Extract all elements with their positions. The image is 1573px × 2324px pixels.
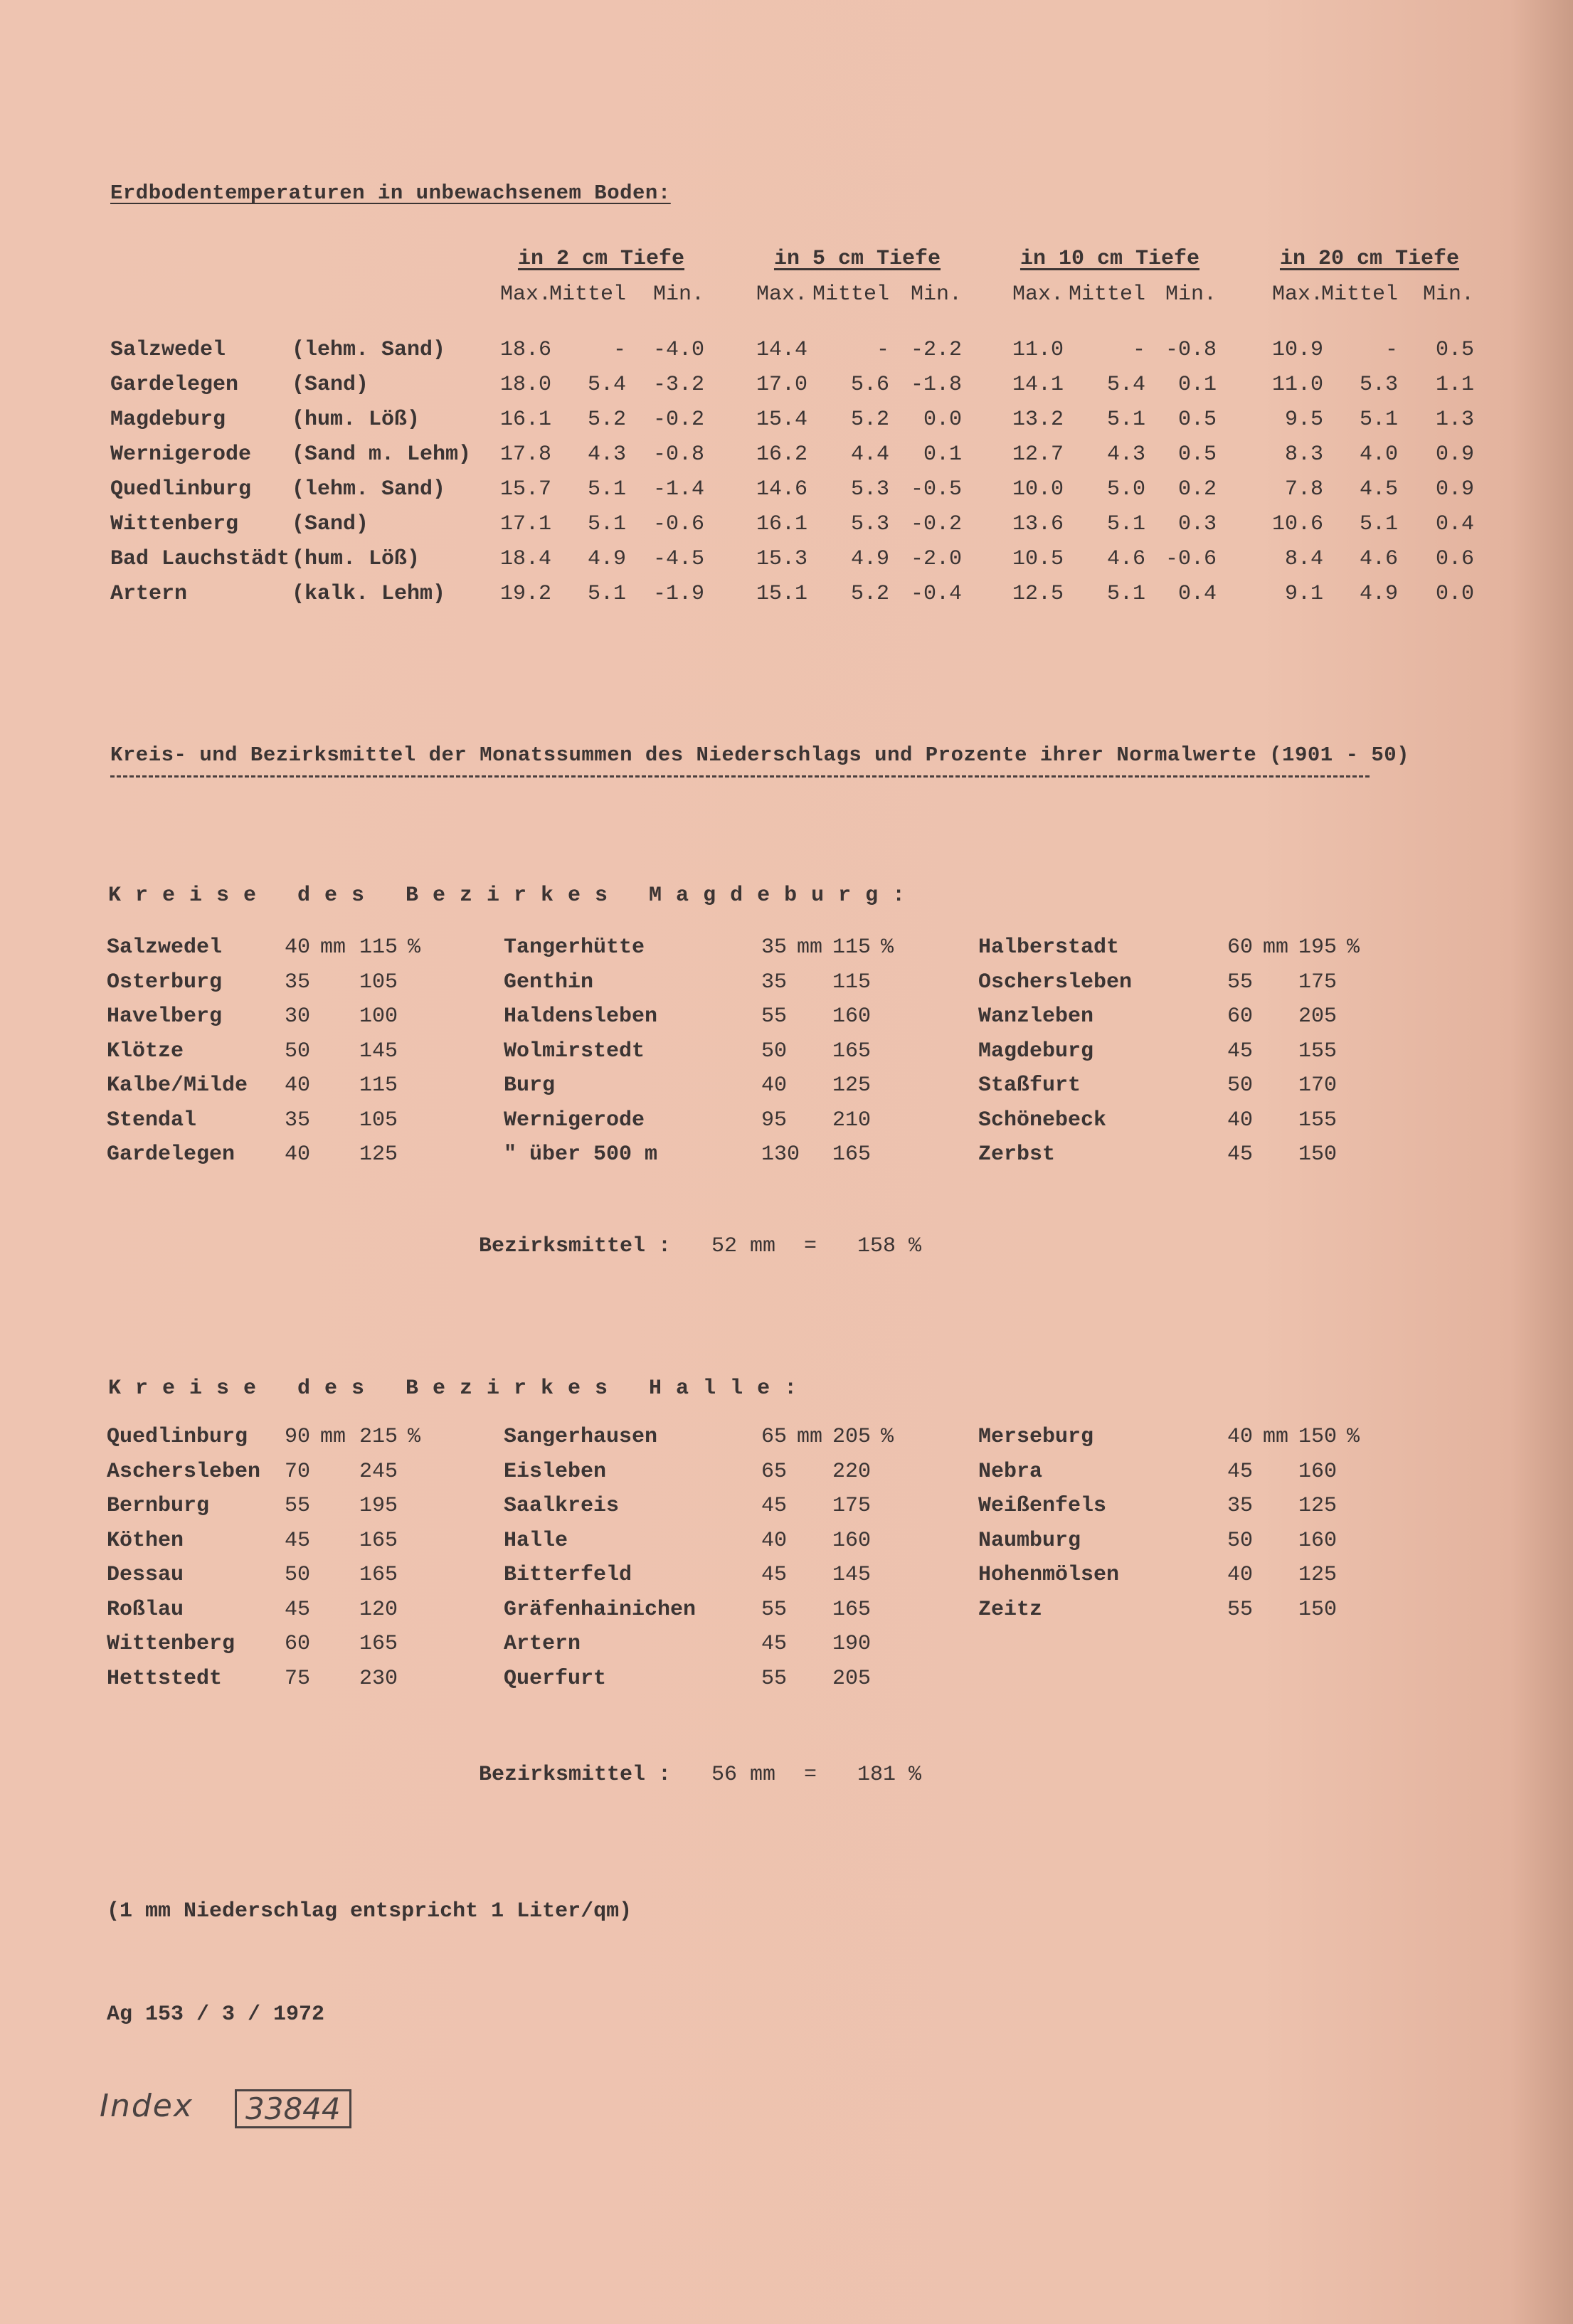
soil-value: 17.8 xyxy=(499,442,551,467)
district-name: Magdeburg xyxy=(978,1039,1094,1063)
soil-value: 14.4 xyxy=(756,338,807,362)
district-pct: 100 xyxy=(359,1004,398,1029)
soil-value: 15.1 xyxy=(756,582,807,606)
soil-value: 15.4 xyxy=(756,408,807,432)
soil-value: 5.2 xyxy=(850,582,889,606)
district-mm: 75 xyxy=(285,1666,311,1691)
district-mm: 55 xyxy=(761,1597,788,1622)
soil-type: (Sand) xyxy=(292,373,369,397)
soil-value: 11.0 xyxy=(1012,338,1064,362)
district-name: Eisleben xyxy=(504,1459,607,1484)
soil-value: 5.2 xyxy=(850,408,889,432)
soil-value: 4.3 xyxy=(1106,442,1145,467)
district-name: Wanzleben xyxy=(978,1004,1094,1029)
district-pct: 120 xyxy=(359,1597,398,1622)
district-pct: 230 xyxy=(359,1666,398,1691)
district-name: Klötze xyxy=(107,1039,184,1063)
district-pct: 155 xyxy=(1298,1039,1338,1063)
district-mm: 50 xyxy=(285,1563,311,1587)
soil-value: 10.9 xyxy=(1271,338,1323,362)
district-mm: 40 xyxy=(285,1073,311,1098)
soil-sub-header: Max. xyxy=(756,282,807,307)
soil-value: -4.0 xyxy=(652,338,704,362)
soil-value: - xyxy=(1132,338,1145,362)
soil-sub-header: Mittel xyxy=(1320,282,1398,307)
district-pct: 205 xyxy=(832,1425,872,1449)
district-pct: 220 xyxy=(832,1459,872,1484)
soil-sub-header: Mittel xyxy=(812,282,889,307)
district-mm: 60 xyxy=(285,1632,311,1656)
district-name: Merseburg xyxy=(978,1425,1094,1449)
district-name: Dessau xyxy=(107,1563,184,1587)
district-pct: 205 xyxy=(832,1666,872,1691)
soil-value: 13.6 xyxy=(1012,512,1064,536)
district-pct: 165 xyxy=(359,1528,398,1553)
district-name: Gräfenhainichen xyxy=(504,1597,697,1622)
soil-depth-header: in 5 cm Tiefe xyxy=(773,247,941,271)
district-mm: 45 xyxy=(1227,1459,1254,1484)
soil-value: 5.4 xyxy=(587,373,626,397)
soil-value: -0.4 xyxy=(910,582,962,606)
soil-value: 16.1 xyxy=(499,408,551,432)
district-mm: 45 xyxy=(1227,1142,1254,1167)
district-mm: 65 xyxy=(761,1425,788,1449)
district-name: Tangerhütte xyxy=(504,935,645,960)
soil-value: -2.2 xyxy=(910,338,962,362)
soil-value: 10.5 xyxy=(1012,547,1064,571)
halle-mean-eq: = xyxy=(804,1763,817,1787)
district-pct: 205 xyxy=(1298,1004,1338,1029)
soil-sub-header: Max. xyxy=(1012,282,1064,307)
soil-value: 18.6 xyxy=(499,338,551,362)
district-pct: 170 xyxy=(1298,1073,1338,1098)
magdeburg-mean-label: Bezirksmittel : xyxy=(479,1234,672,1258)
soil-value: 8.4 xyxy=(1284,547,1323,571)
district-pct: 165 xyxy=(832,1597,872,1622)
soil-value: 9.5 xyxy=(1284,408,1323,432)
district-name: Stendal xyxy=(107,1108,197,1132)
soil-value: 17.0 xyxy=(756,373,807,397)
district-pct-unit: % xyxy=(881,1425,894,1449)
soil-value: 8.3 xyxy=(1284,442,1323,467)
soil-value: 0.5 xyxy=(1435,338,1474,362)
soil-value: 12.7 xyxy=(1012,442,1064,467)
soil-station: Quedlinburg xyxy=(110,477,252,502)
soil-value: 5.1 xyxy=(1359,408,1398,432)
soil-depth-header: in 10 cm Tiefe xyxy=(1019,247,1200,271)
district-pct-unit: % xyxy=(1347,1425,1360,1449)
district-pct: 105 xyxy=(359,1108,398,1132)
district-name: Staßfurt xyxy=(978,1073,1081,1098)
district-pct: 155 xyxy=(1298,1108,1338,1132)
soil-value: 10.6 xyxy=(1271,512,1323,536)
soil-value: 0.1 xyxy=(1177,373,1217,397)
district-name: Zerbst xyxy=(978,1142,1056,1167)
district-mm: 40 xyxy=(1227,1108,1254,1132)
district-pct: 125 xyxy=(832,1073,872,1098)
district-pct: 150 xyxy=(1298,1425,1338,1449)
district-mm: 55 xyxy=(1227,1597,1254,1622)
soil-value: 0.5 xyxy=(1177,442,1217,467)
soil-value: 4.9 xyxy=(1359,582,1398,606)
district-name: Hohenmölsen xyxy=(978,1563,1120,1587)
soil-value: 5.6 xyxy=(850,373,889,397)
district-pct: 210 xyxy=(832,1108,872,1132)
district-pct: 125 xyxy=(1298,1563,1338,1587)
district-mm: 45 xyxy=(761,1563,788,1587)
district-mm: 60 xyxy=(1227,935,1254,960)
soil-value: 5.1 xyxy=(1106,582,1145,606)
district-name: Gardelegen xyxy=(107,1142,235,1167)
district-mm: 40 xyxy=(1227,1425,1254,1449)
soil-value: 5.1 xyxy=(587,512,626,536)
soil-value: -3.2 xyxy=(652,373,704,397)
soil-value: -0.8 xyxy=(1165,338,1217,362)
soil-value: 15.7 xyxy=(499,477,551,502)
soil-value: 4.6 xyxy=(1359,547,1398,571)
soil-value: -4.5 xyxy=(652,547,704,571)
district-name: Bitterfeld xyxy=(504,1563,632,1587)
district-mm-unit: mm xyxy=(1263,935,1289,960)
soil-value: -1.8 xyxy=(910,373,962,397)
soil-value: -0.6 xyxy=(652,512,704,536)
district-mm: 30 xyxy=(285,1004,311,1029)
soil-station: Gardelegen xyxy=(110,373,239,397)
district-pct: 115 xyxy=(359,935,398,960)
soil-value: 13.2 xyxy=(1012,408,1064,432)
district-mm-unit: mm xyxy=(320,935,346,960)
soil-value: 16.2 xyxy=(756,442,807,467)
district-mm: 45 xyxy=(1227,1039,1254,1063)
district-pct: 165 xyxy=(832,1142,872,1167)
district-pct: 215 xyxy=(359,1425,398,1449)
district-mm: 40 xyxy=(1227,1563,1254,1587)
district-mm: 60 xyxy=(1227,1004,1254,1029)
soil-value: 5.1 xyxy=(1106,512,1145,536)
soil-station: Wittenberg xyxy=(110,512,239,536)
soil-value: 0.0 xyxy=(923,408,962,432)
district-pct-unit: % xyxy=(1347,935,1360,960)
district-pct: 160 xyxy=(832,1004,872,1029)
precip-title: Kreis- und Bezirksmittel der Monatssummen des Niederschlags und Prozente ihrer Normalwerte (1901 - 50) xyxy=(110,743,1410,767)
soil-value: 9.1 xyxy=(1284,582,1323,606)
district-name: Salzwedel xyxy=(107,935,223,960)
district-pct-unit: % xyxy=(408,935,421,960)
soil-title: Erdbodentemperaturen in unbewachsenem Boden: xyxy=(110,181,671,205)
district-mm: 55 xyxy=(761,1004,788,1029)
soil-value: 11.0 xyxy=(1271,373,1323,397)
halle-mean-label: Bezirksmittel : xyxy=(479,1763,672,1787)
district-pct: 115 xyxy=(359,1073,398,1098)
soil-value: 4.5 xyxy=(1359,477,1398,502)
reference-number: Ag 153 / 3 / 1972 xyxy=(107,2002,325,2027)
soil-value: 4.6 xyxy=(1106,547,1145,571)
halle-heading: Kreise des Bezirkes Halle: xyxy=(108,1376,812,1401)
district-pct: 125 xyxy=(1298,1494,1338,1518)
soil-value: 5.3 xyxy=(850,477,889,502)
district-mm: 130 xyxy=(761,1142,800,1167)
soil-value: 0.4 xyxy=(1177,582,1217,606)
soil-station: Wernigerode xyxy=(110,442,252,467)
district-name: Havelberg xyxy=(107,1004,223,1029)
district-mm: 50 xyxy=(285,1039,311,1063)
district-pct-unit: % xyxy=(881,935,894,960)
district-name: Hettstedt xyxy=(107,1666,223,1691)
soil-sub-header: Mittel xyxy=(549,282,626,307)
soil-value: 0.5 xyxy=(1177,408,1217,432)
halle-mean-pct: 181 % xyxy=(857,1763,922,1787)
soil-sub-header: Mittel xyxy=(1068,282,1145,307)
district-mm: 55 xyxy=(1227,970,1254,994)
district-pct: 195 xyxy=(1298,935,1338,960)
soil-sub-header: Min. xyxy=(910,282,962,307)
soil-value: -0.8 xyxy=(652,442,704,467)
district-name: Zeitz xyxy=(978,1597,1043,1622)
soil-value: -0.5 xyxy=(910,477,962,502)
district-name: Saalkreis xyxy=(504,1494,620,1518)
district-mm: 70 xyxy=(285,1459,311,1484)
soil-value: 14.1 xyxy=(1012,373,1064,397)
soil-value: 5.4 xyxy=(1106,373,1145,397)
soil-station: Salzwedel xyxy=(110,338,226,362)
soil-value: 5.3 xyxy=(850,512,889,536)
district-name: Haldensleben xyxy=(504,1004,658,1029)
district-pct: 150 xyxy=(1298,1142,1338,1167)
soil-value: 14.6 xyxy=(756,477,807,502)
district-pct: 115 xyxy=(832,970,872,994)
district-name: Weißenfels xyxy=(978,1494,1107,1518)
district-mm: 50 xyxy=(761,1039,788,1063)
soil-value: 4.9 xyxy=(850,547,889,571)
district-name: Oschersleben xyxy=(978,970,1133,994)
soil-station: Magdeburg xyxy=(110,408,226,432)
district-pct: 145 xyxy=(359,1039,398,1063)
district-mm: 35 xyxy=(285,970,311,994)
district-name: Burg xyxy=(504,1073,556,1098)
district-mm: 40 xyxy=(285,935,311,960)
district-mm: 35 xyxy=(761,935,788,960)
soil-value: 17.1 xyxy=(499,512,551,536)
district-mm: 90 xyxy=(285,1425,311,1449)
soil-type: (hum. Löß) xyxy=(292,547,420,571)
district-pct: 160 xyxy=(832,1528,872,1553)
soil-type: (hum. Löß) xyxy=(292,408,420,432)
soil-value: 18.0 xyxy=(499,373,551,397)
district-name: Sangerhausen xyxy=(504,1425,658,1449)
district-mm: 40 xyxy=(761,1073,788,1098)
district-name: Köthen xyxy=(107,1528,184,1553)
soil-value: - xyxy=(1384,338,1398,362)
soil-value: 5.3 xyxy=(1359,373,1398,397)
district-pct: 165 xyxy=(359,1563,398,1587)
district-mm: 45 xyxy=(285,1597,311,1622)
soil-value: 0.6 xyxy=(1435,547,1474,571)
soil-value: 10.0 xyxy=(1012,477,1064,502)
district-mm: 45 xyxy=(761,1494,788,1518)
district-pct: 245 xyxy=(359,1459,398,1484)
district-pct: 115 xyxy=(832,935,872,960)
district-name: " über 500 m xyxy=(504,1142,658,1167)
soil-value: 12.5 xyxy=(1012,582,1064,606)
district-mm: 55 xyxy=(761,1666,788,1691)
district-pct: 145 xyxy=(832,1563,872,1587)
soil-type: (lehm. Sand) xyxy=(292,338,446,362)
soil-sub-header: Min. xyxy=(652,282,704,307)
soil-sub-header: Min. xyxy=(1165,282,1217,307)
district-pct: 160 xyxy=(1298,1528,1338,1553)
district-mm: 35 xyxy=(761,970,788,994)
soil-value: 0.3 xyxy=(1177,512,1217,536)
soil-value: 0.2 xyxy=(1177,477,1217,502)
district-mm: 45 xyxy=(761,1632,788,1656)
district-pct: 125 xyxy=(359,1142,398,1167)
precip-title-dashes xyxy=(110,775,1370,778)
district-name: Roßlau xyxy=(107,1597,184,1622)
district-mm: 45 xyxy=(285,1528,311,1553)
soil-value: 16.1 xyxy=(756,512,807,536)
magdeburg-mean-mm: 52 mm xyxy=(711,1234,776,1258)
soil-value: 15.3 xyxy=(756,547,807,571)
district-name: Wernigerode xyxy=(504,1108,645,1132)
index-stamp-label: Index xyxy=(100,2088,194,2124)
district-name: Halle xyxy=(504,1528,568,1553)
soil-value: 7.8 xyxy=(1284,477,1323,502)
district-name: Querfurt xyxy=(504,1666,607,1691)
magdeburg-mean-pct: 158 % xyxy=(857,1234,922,1258)
district-name: Schönebeck xyxy=(978,1108,1107,1132)
district-name: Halberstadt xyxy=(978,935,1120,960)
soil-value: 5.1 xyxy=(587,477,626,502)
soil-value: -0.2 xyxy=(652,408,704,432)
district-name: Naumburg xyxy=(978,1528,1081,1553)
soil-depth-header: in 2 cm Tiefe xyxy=(517,247,685,271)
soil-value: -0.2 xyxy=(910,512,962,536)
soil-value: 0.4 xyxy=(1435,512,1474,536)
soil-value: - xyxy=(613,338,626,362)
district-name: Aschersleben xyxy=(107,1459,261,1484)
soil-type: (Sand m. Lehm) xyxy=(292,442,472,467)
district-pct: 175 xyxy=(1298,970,1338,994)
district-mm: 35 xyxy=(1227,1494,1254,1518)
district-mm-unit: mm xyxy=(797,935,823,960)
district-mm: 40 xyxy=(761,1528,788,1553)
soil-value: 0.9 xyxy=(1435,442,1474,467)
soil-value: 0.0 xyxy=(1435,582,1474,606)
footnote: (1 mm Niederschlag entspricht 1 Liter/qm) xyxy=(107,1899,632,1924)
district-name: Kalbe/Milde xyxy=(107,1073,248,1098)
soil-value: 5.0 xyxy=(1106,477,1145,502)
district-mm-unit: mm xyxy=(320,1425,346,1449)
soil-value: 0.1 xyxy=(923,442,962,467)
soil-value: - xyxy=(876,338,889,362)
soil-value: 19.2 xyxy=(499,582,551,606)
soil-station: Artern xyxy=(110,582,188,606)
soil-value: 18.4 xyxy=(499,547,551,571)
district-pct: 190 xyxy=(832,1632,872,1656)
soil-type: (lehm. Sand) xyxy=(292,477,446,502)
soil-value: -2.0 xyxy=(910,547,962,571)
soil-station: Bad Lauchstädt xyxy=(110,547,290,571)
soil-value: -0.6 xyxy=(1165,547,1217,571)
halle-mean-mm: 56 mm xyxy=(711,1763,776,1787)
district-pct: 160 xyxy=(1298,1459,1338,1484)
district-mm: 50 xyxy=(1227,1073,1254,1098)
district-mm: 35 xyxy=(285,1108,311,1132)
soil-value: 5.1 xyxy=(1359,512,1398,536)
district-mm: 50 xyxy=(1227,1528,1254,1553)
soil-type: (Sand) xyxy=(292,512,369,536)
soil-value: 5.1 xyxy=(1106,408,1145,432)
district-pct: 105 xyxy=(359,970,398,994)
district-mm: 65 xyxy=(761,1459,788,1484)
soil-value: 5.1 xyxy=(587,582,626,606)
district-pct: 150 xyxy=(1298,1597,1338,1622)
district-pct: 195 xyxy=(359,1494,398,1518)
soil-value: 4.3 xyxy=(587,442,626,467)
soil-value: -1.4 xyxy=(652,477,704,502)
index-stamp-number: 33844 xyxy=(235,2089,351,2128)
district-mm-unit: mm xyxy=(797,1425,823,1449)
district-pct: 175 xyxy=(832,1494,872,1518)
soil-value: 4.4 xyxy=(850,442,889,467)
soil-value: 1.3 xyxy=(1435,408,1474,432)
soil-value: -1.9 xyxy=(652,582,704,606)
soil-value: 0.9 xyxy=(1435,477,1474,502)
district-name: Nebra xyxy=(978,1459,1043,1484)
district-name: Wolmirstedt xyxy=(504,1039,645,1063)
district-name: Wittenberg xyxy=(107,1632,235,1656)
magdeburg-heading: Kreise des Bezirkes Magdeburg: xyxy=(108,884,920,908)
district-name: Bernburg xyxy=(107,1494,210,1518)
district-pct: 165 xyxy=(359,1632,398,1656)
district-mm: 95 xyxy=(761,1108,788,1132)
soil-value: 4.9 xyxy=(587,547,626,571)
district-name: Osterburg xyxy=(107,970,223,994)
soil-value: 4.0 xyxy=(1359,442,1398,467)
district-name: Genthin xyxy=(504,970,594,994)
soil-value: 1.1 xyxy=(1435,373,1474,397)
soil-depth-header: in 20 cm Tiefe xyxy=(1279,247,1460,271)
district-mm: 55 xyxy=(285,1494,311,1518)
district-pct-unit: % xyxy=(408,1425,421,1449)
magdeburg-mean-eq: = xyxy=(804,1234,817,1258)
district-name: Artern xyxy=(504,1632,581,1656)
district-mm-unit: mm xyxy=(1263,1425,1289,1449)
soil-sub-header: Max. xyxy=(1271,282,1323,307)
soil-sub-header: Max. xyxy=(499,282,551,307)
soil-sub-header: Min. xyxy=(1422,282,1474,307)
soil-value: 5.2 xyxy=(587,408,626,432)
district-mm: 40 xyxy=(285,1142,311,1167)
soil-type: (kalk. Lehm) xyxy=(292,582,446,606)
district-pct: 165 xyxy=(832,1039,872,1063)
district-name: Quedlinburg xyxy=(107,1425,248,1449)
